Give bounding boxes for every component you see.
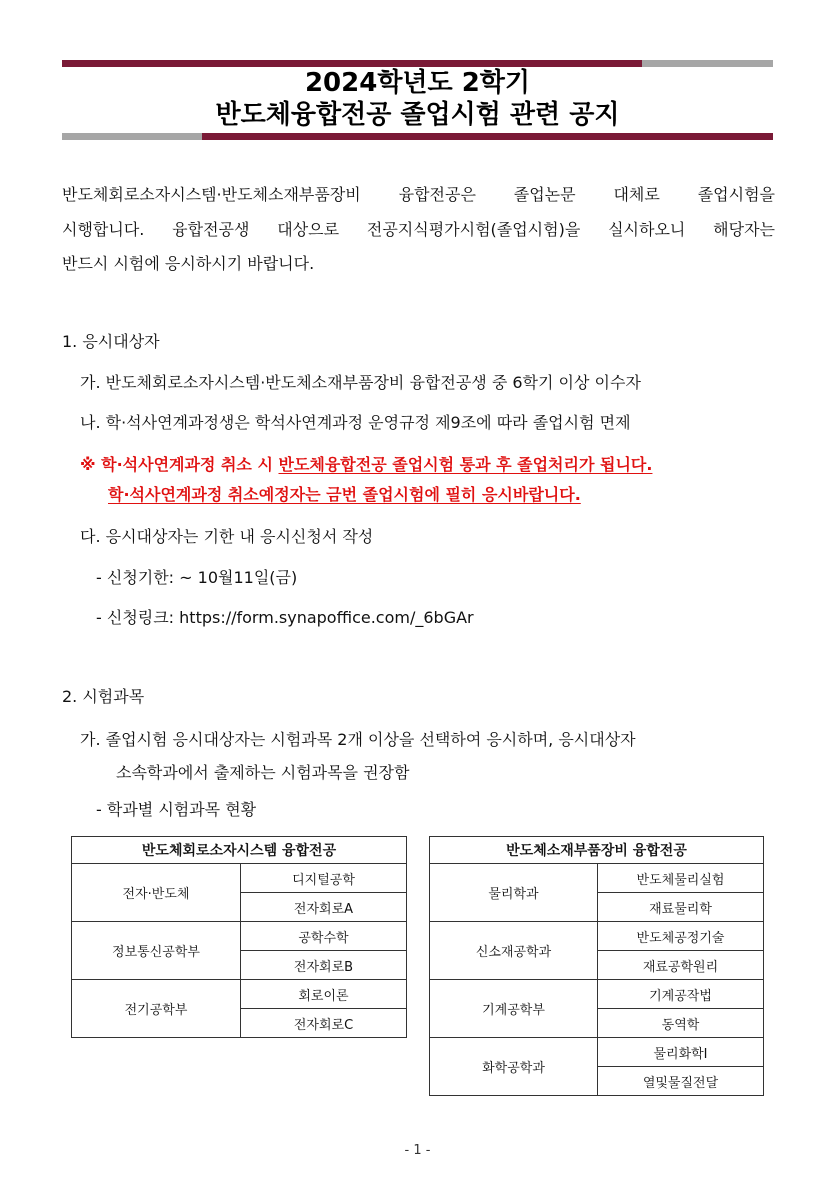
subject-cell: 열및물질전달 bbox=[598, 1067, 764, 1096]
dept-cell: 화학공학과 bbox=[430, 1038, 598, 1096]
dept-cell: 신소재공학과 bbox=[430, 922, 598, 980]
table-header: 반도체소재부품장비 융합전공 bbox=[430, 837, 764, 864]
title-bar-top-maroon bbox=[62, 60, 642, 67]
table-row bbox=[430, 864, 764, 893]
subject-cell: 전자회로B bbox=[241, 951, 407, 980]
section2-item-ga-line2: 소속학과에서 출제하는 시험과목을 권장함 bbox=[116, 763, 410, 782]
subject-cell: 재료물리학 bbox=[598, 893, 764, 922]
table-row bbox=[72, 864, 407, 893]
subject-cell: 반도체공정기술 bbox=[598, 922, 764, 951]
dept-cell: 정보통신공학부 bbox=[72, 922, 241, 980]
page-number: - 1 - bbox=[404, 1143, 431, 1158]
section1-heading: 1. 응시대상자 bbox=[62, 332, 160, 351]
application-link[interactable]: - 신청링크: https://form.synapoffice.com/_6bGAr bbox=[96, 608, 474, 627]
notice-line-1 bbox=[80, 454, 652, 476]
section2-item-ga-line1: 가. 졸업시험 응시대상자는 시험과목 2개 이상을 선택하여 응시하며, 응시대상자 bbox=[80, 730, 636, 749]
section2-sub-heading: - 학과별 시험과목 현황 bbox=[96, 800, 257, 819]
dept-cell: 물리학과 bbox=[430, 864, 598, 922]
dept-cell: 전자·반도체 bbox=[72, 864, 241, 922]
page-title-line2: 반도체융합전공 졸업시험 관련 공지 bbox=[215, 100, 620, 130]
section1-item-ga: 가. 반도체회로소자시스템·반도체소재부품장비 융합전공생 중 6학기 이상 이수자 bbox=[80, 373, 641, 392]
subject-cell: 회로이론 bbox=[241, 980, 407, 1009]
title-bar-bottom-maroon bbox=[202, 133, 773, 140]
notice-prefix: ※ 학·석사연계과정 취소 시 bbox=[80, 455, 279, 474]
subject-cell: 공학수학 bbox=[241, 922, 407, 951]
intro-line-2: 시행합니다. 융합전공생 대상으로 전공지식평가시험(졸업시험)을 실시하오니 해당자는 bbox=[62, 220, 775, 239]
subject-cell: 전자회로A bbox=[241, 893, 407, 922]
subject-cell: 전자회로C bbox=[241, 1009, 407, 1038]
subject-cell: 반도체물리실험 bbox=[598, 864, 764, 893]
table-row bbox=[430, 980, 764, 1009]
title-bar-top-gray bbox=[642, 60, 773, 67]
page-title-line1: 2024학년도 2학기 bbox=[304, 68, 531, 98]
subject-table-circuit-systems bbox=[71, 836, 407, 1038]
table-row bbox=[430, 922, 764, 951]
intro-line-3: 반드시 시험에 응시하시기 바랍니다. bbox=[62, 254, 315, 273]
intro-line-1: 반도체회로소자시스템·반도체소재부품장비 융합전공은 졸업논문 대체로 졸업시험을 bbox=[62, 185, 775, 204]
subject-table-materials-equipment bbox=[429, 836, 764, 1096]
section1-item-na: 나. 학·석사연계과정생은 학석사연계과정 운영규정 제9조에 따라 졸업시험 면제 bbox=[80, 413, 631, 432]
table-row bbox=[72, 922, 407, 951]
notice-underlined: 반도체융합전공 졸업시험 통과 후 졸업처리가 됩니다. bbox=[278, 455, 653, 474]
section1-item-da: 다. 응시대상자는 기한 내 응시신청서 작성 bbox=[80, 527, 374, 546]
section2-heading: 2. 시험과목 bbox=[62, 687, 145, 706]
subject-cell: 재료공학원리 bbox=[598, 951, 764, 980]
table-header: 반도체회로소자시스템 융합전공 bbox=[72, 837, 407, 864]
subject-cell: 물리화학Ⅰ bbox=[598, 1038, 764, 1067]
subject-cell: 기계공작법 bbox=[598, 980, 764, 1009]
notice-line-2: 학·석사연계과정 취소예정자는 금번 졸업시험에 필히 응시바랍니다. bbox=[108, 485, 581, 504]
title-bar-bottom-gray bbox=[62, 133, 202, 140]
subject-cell: 동역학 bbox=[598, 1009, 764, 1038]
table-row bbox=[72, 980, 407, 1009]
subject-cell: 디지털공학 bbox=[241, 864, 407, 893]
application-deadline: - 신청기한: ~ 10월11일(금) bbox=[96, 568, 298, 587]
dept-cell: 기계공학부 bbox=[430, 980, 598, 1038]
table-row bbox=[430, 1038, 764, 1067]
dept-cell: 전기공학부 bbox=[72, 980, 241, 1038]
